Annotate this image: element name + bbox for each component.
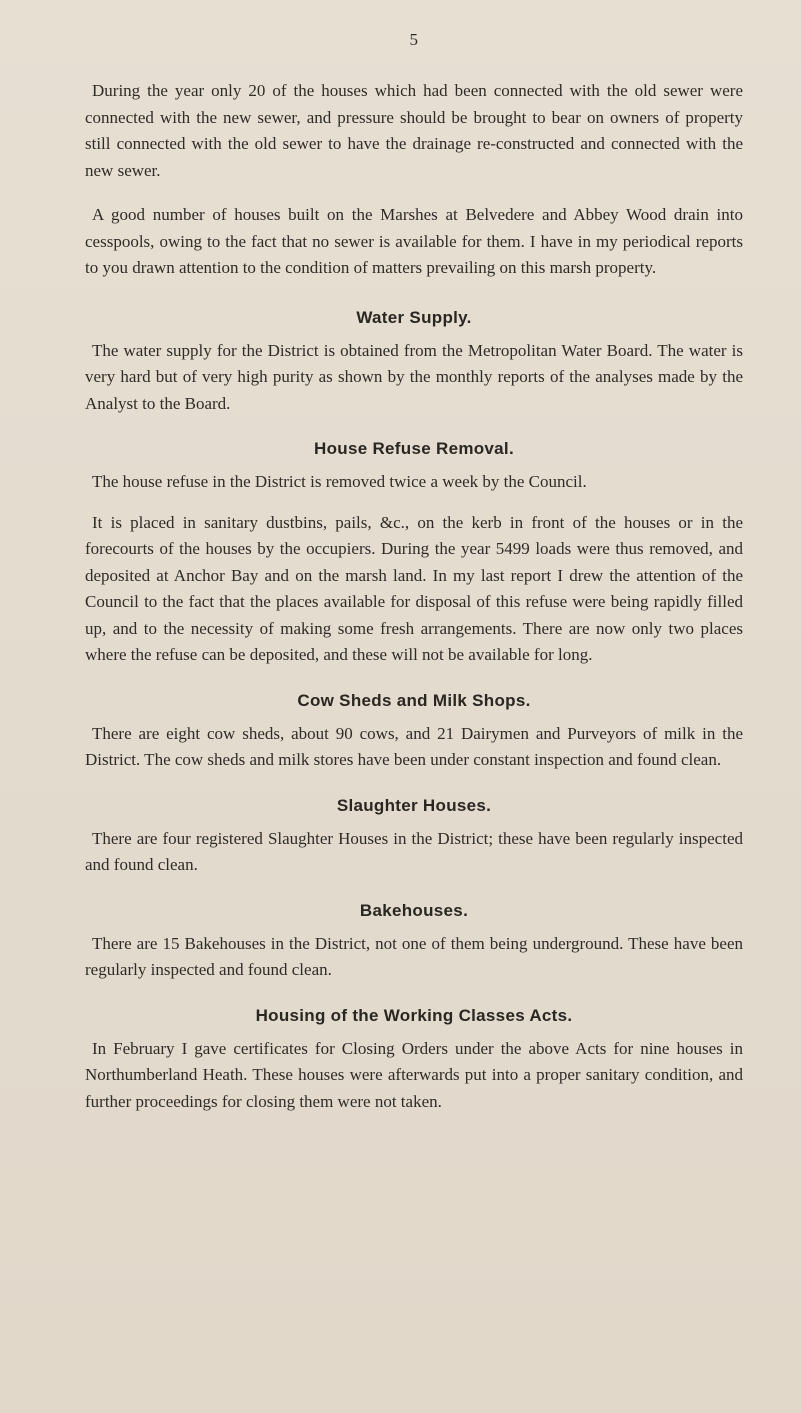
heading-cow-sheds: Cow Sheds and Milk Shops. [297, 690, 531, 710]
water-supply-paragraph: The water supply for the District is obtained from the Metropolitan Water Board. The water is very hard but of very high purity as shown by the monthly reports of the analyses made by the Analyst to the Board. [85, 340, 743, 413]
page-number: 5 [409, 30, 419, 49]
refuse-paragraph-1: The house refuse in the District is removed twice a week by the Council. [92, 472, 587, 491]
heading-water-supply: Water Supply. [356, 307, 472, 327]
intro-paragraph-marshes: A good number of houses built on the Marshes at Belvedere and Abbey Wood drain into cesspools, owing to the fact that no sewer is available for them. I have in my periodical reports to you drawn attention to the condition of matters prevailing on this marsh property. [85, 205, 743, 277]
housing-paragraph: In February I gave certificates for Closing Orders under the above Acts for nine houses in Northumberland Heath. These houses were afterwards put into a proper sanitary condition, and further proceedings for closing them were not taken. [85, 1038, 743, 1111]
slaughter-houses-paragraph: There are four registered Slaughter Houses in the District; these have been regularly inspected and found clean. [85, 828, 743, 874]
heading-house-refuse-removal: House Refuse Removal. [314, 439, 514, 458]
spacer [85, 496, 743, 510]
intro-paragraph-sewer: During the year only 20 of the houses which had been connected with the old sewer were connected with the new sewer, and pressure should be brought to bear on owners of property still connected with the old sewer to have the drainage re-constructed and connected with the new sewer. [85, 81, 743, 180]
heading-slaughter-houses: Slaughter Houses. [336, 795, 492, 815]
refuse-paragraph-2: It is placed in sanitary dustbins, pails, &c., on the kerb in front of the houses or in the forecourts of the houses by the occupiers. During the year 5499 loads were thus removed, and deposited at Anchor Bay and on the marsh land. In my last report I drew the attention of the Council to the fact that the places available for disposal of this refuse were being rapidly filled up, and to the necessity of making some fresh arrangements. There are now only two places where the refuse can be deposited, and these will not be available for long. [85, 512, 743, 664]
bakehouses-paragraph: There are 15 Bakehouses in the District, not one of them being underground. These have been regularly inspected and found clean. [85, 933, 743, 979]
heading-housing-acts: Housing of the Working Classes Acts. [255, 1005, 573, 1025]
heading-bakehouses: Bakehouses. [359, 900, 469, 920]
cow-sheds-paragraph: There are eight cow sheds, about 90 cows, and 21 Dairymen and Purveyors of milk in the District. The cow sheds and milk stores have been under constant inspection and found clean. [85, 723, 743, 769]
spacer [85, 184, 743, 202]
